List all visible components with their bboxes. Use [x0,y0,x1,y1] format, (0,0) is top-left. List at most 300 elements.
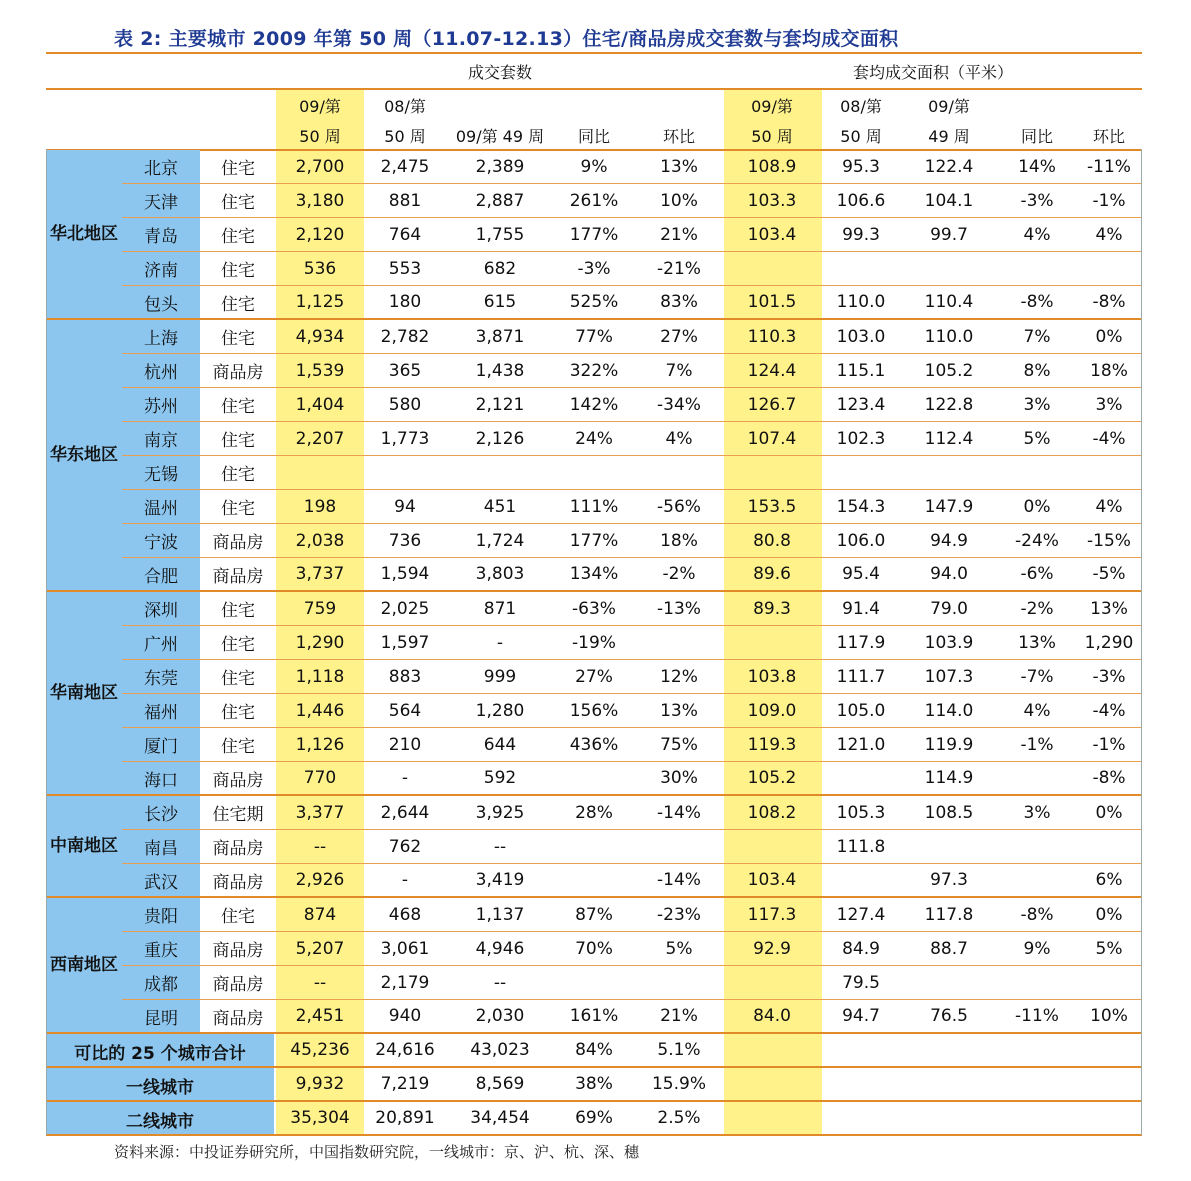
table-cell: 111.7 [836,666,886,687]
table-cell: 1,755 [475,224,525,245]
property-type: 住宅 [221,329,255,349]
table-cell: 117.9 [836,632,886,653]
table-cell: 122.8 [924,394,974,415]
table-cell [723,252,821,285]
property-type: 住宅 [221,635,255,655]
total-label: 可比的 25 个城市合计 [74,1043,246,1064]
table-cell: 117.3 [747,904,797,925]
table-cell: 8% [1023,360,1051,381]
city-name: 东莞 [122,660,200,694]
property-type: 商品房 [212,975,264,995]
table-cell: 1,118 [295,666,345,687]
table-cell: 13% [660,156,698,177]
table-cell: 106.0 [836,530,886,551]
table-cell: 108.5 [924,802,974,823]
table-row [200,184,1142,218]
table-cell [995,864,1079,896]
table-cell: 759 [303,598,337,619]
city-name: 重庆 [122,932,200,966]
region-name-line2: 地区 [84,955,118,975]
table-cell: 881 [388,190,422,211]
table-cell: 107.4 [747,428,797,449]
table-cell: 21% [660,224,698,245]
table-cell: -3% [577,258,611,279]
table-cell: 92.9 [753,938,791,959]
table-row [200,354,1142,388]
table-row [200,796,1142,830]
property-type: 商品房 [212,533,264,553]
table-cell: 883 [388,666,422,687]
table-row [200,218,1142,252]
table-cell: 103.8 [747,666,797,687]
property-type: 住宅 [221,601,255,621]
table-cell: 83% [660,292,698,312]
header-rule [46,88,1142,90]
table-cell: 114.9 [924,768,974,788]
table-cell: 999 [483,666,517,687]
table-cell: 940 [388,1006,422,1026]
table-cell: 102.3 [836,428,886,449]
table-cell: 3,419 [475,870,525,890]
total-cell: 7,219 [380,1074,430,1094]
property-type: 住宅 [221,159,255,179]
table-cell: 0% [1023,496,1051,517]
table-cell: 3% [1023,802,1051,823]
total-row [274,1068,1142,1102]
table-cell: -- [313,972,327,993]
table-cell: 88.7 [930,938,968,959]
table-cell: 2,644 [380,802,430,823]
region-label [46,796,122,898]
table-cell: -5% [1092,564,1126,584]
city-name: 杭州 [122,354,200,388]
table-cell: 2,120 [295,224,345,245]
table-cell: 4,934 [295,326,345,347]
table-cell: 2,451 [295,1006,345,1026]
table-cell: 3,871 [475,326,525,347]
table-cell: -56% [657,496,701,517]
table-cell: 94.0 [930,564,968,584]
table-cell: 322% [569,360,619,381]
table-cell: 4% [1095,224,1123,245]
table-cell: -8% [1092,768,1126,788]
table-row [200,932,1142,966]
table-cell: 77% [575,326,613,347]
table-cell: 1,404 [295,394,345,415]
table-cell: -8% [1020,904,1054,925]
table-cell: 110.0 [836,292,886,312]
property-type: 住宅 [221,669,255,689]
table-cell: -24% [1015,530,1059,551]
table-cell: 4% [1023,224,1051,245]
table-cell: 97.3 [930,870,968,890]
table-cell: 3,061 [380,938,430,959]
table-cell: 3,925 [475,802,525,823]
table-cell: 79.5 [842,972,880,993]
table-cell: 115.1 [836,360,886,381]
table-cell: 874 [303,904,337,925]
column-header-line2: 环比 [1092,127,1125,146]
table-row [200,422,1142,456]
right-border [1141,149,1142,1135]
table-cell [820,456,902,489]
header-group-avg-area: 套均成交面积（平米） [852,63,1013,82]
table-cell: 70% [575,938,613,959]
table-cell: 84.0 [753,1006,791,1026]
table-cell: 122.4 [924,156,974,177]
table-cell: 2,179 [380,972,430,993]
table-cell: -1% [1092,190,1126,211]
table-cell [723,830,821,863]
region-label [46,320,122,592]
table-cell: 114.0 [924,700,974,721]
table-cell: 1,773 [380,428,430,449]
table-cell: 682 [483,258,517,279]
table-cell: 105.2 [924,360,974,381]
total-cell: 45,236 [290,1040,350,1060]
table-cell: 76.5 [930,1006,968,1026]
table-cell: -21% [657,258,701,279]
total-cell: 34,454 [470,1108,530,1128]
table-cell: 1,438 [475,360,525,381]
table-cell: 153.5 [747,496,797,517]
table-cell [820,864,902,896]
region-name-line1: 华南 [50,683,84,703]
table-cell: 2,207 [295,428,345,449]
column-header-line2: 49 周 [928,127,970,146]
city-name: 包头 [122,286,200,320]
region-label [46,592,122,796]
table-cell: 525% [569,292,619,312]
column-header-line1: 08/第 [840,97,882,116]
table-cell: 1,597 [380,632,430,653]
table-cell: 736 [388,530,422,551]
property-type: 住宅 [221,465,255,485]
table-cell: 18% [1090,360,1128,381]
table-cell: 105.3 [836,802,886,823]
table-row [200,252,1142,286]
table-cell: 4% [665,428,693,449]
table-cell: 147.9 [924,496,974,517]
table-cell: 871 [483,598,517,619]
region-name-line2: 地区 [84,836,118,856]
table-cell: 2,475 [380,156,430,177]
city-name: 长沙 [122,796,200,830]
property-type: 住宅 [221,703,255,723]
total-cell: 9,932 [295,1074,345,1094]
city-name: 海口 [122,762,200,796]
table-row [200,456,1142,490]
property-type: 住宅 [221,227,255,247]
table-cell [1077,456,1141,489]
table-row [200,864,1142,898]
column-header-line2: 50 周 [384,127,426,146]
table-cell: 2,782 [380,326,430,347]
property-type: 住宅 [221,397,255,417]
table-cell [553,864,635,896]
table-row [200,660,1142,694]
table-cell: 762 [388,836,422,857]
table-title: 表 2: 主要城市 2009 年第 50 周（11.07-12.13）住宅/商品房成交套数与套均成交面积 [114,28,899,50]
table-cell: -8% [1020,292,1054,312]
table-cell: 210 [388,734,422,755]
table-cell [1077,830,1141,863]
table-cell [903,830,995,863]
top-rule [46,52,1142,54]
table-cell [446,456,554,489]
property-type: 商品房 [212,941,264,961]
city-name: 无锡 [122,456,200,490]
city-name: 武汉 [122,864,200,898]
table-cell: 7% [665,360,693,381]
city-name: 厦门 [122,728,200,762]
table-row [200,762,1142,796]
table-cell: 103.3 [747,190,797,211]
table-cell: 110.0 [924,326,974,347]
region-name-line1: 华北 [50,224,84,244]
table-cell: 103.0 [836,326,886,347]
table-cell: 3% [1095,394,1123,415]
table-cell [723,966,821,999]
table-cell: -2% [1020,598,1054,619]
left-border [46,149,47,1135]
table-cell: 1,539 [295,360,345,381]
table-cell [1077,252,1141,285]
table-cell: - [496,632,504,653]
table-cell: 7% [1023,326,1051,347]
table-cell [723,626,821,659]
table-cell: 124.4 [747,360,797,381]
header-group-transactions: 成交套数 [467,63,532,82]
table-cell: 111% [569,496,619,517]
table-cell: 4% [1095,496,1123,517]
table-cell: 9% [580,156,608,177]
total-cell: 5.1% [657,1040,701,1060]
table-cell [553,966,635,999]
column-header-line2: 09/第 49 周 [455,127,545,146]
table-cell: -63% [572,598,616,619]
table-cell: 30% [660,768,698,788]
table-row [200,286,1142,320]
table-cell: 94.9 [930,530,968,551]
table-cell: 126.7 [747,394,797,415]
table-row [200,490,1142,524]
table-cell [995,456,1079,489]
table-cell [1077,966,1141,999]
table-cell: 109.0 [747,700,797,721]
region-name-line2: 地区 [84,683,118,703]
table-row [200,728,1142,762]
table-row [200,626,1142,660]
total-cell: 38% [575,1074,613,1094]
column-header-line1: 09/第 [299,97,341,116]
table-cell: 112.4 [924,428,974,449]
table-cell: - [401,768,409,788]
table-cell: 104.1 [924,190,974,211]
table-cell: 154.3 [836,496,886,517]
table-cell: 436% [569,734,619,755]
total-cell: 15.9% [651,1074,706,1094]
table-cell: 3% [1023,394,1051,415]
table-cell: 2,038 [295,530,345,551]
column-header-line2: 环比 [662,127,695,146]
table-cell: 4,946 [475,938,525,959]
table-cell: -23% [657,904,701,925]
table-cell: 106.6 [836,190,886,211]
table-cell: 615 [483,292,517,312]
city-name: 青岛 [122,218,200,252]
table-cell: 2,926 [295,870,345,890]
table-cell: 536 [303,258,337,279]
total-cell: 20,891 [375,1108,435,1128]
city-name: 北京 [122,150,200,184]
total-label: 二线城市 [126,1111,194,1132]
table-cell: 84.9 [842,938,880,959]
property-type: 住宅 [221,261,255,281]
property-type: 商品房 [212,1008,264,1029]
table-cell: -3% [1092,666,1126,687]
table-cell: 119.9 [924,734,974,755]
table-cell: -11% [1015,1006,1059,1026]
table-cell: 95.4 [842,564,880,584]
table-cell: 21% [660,1006,698,1026]
table-cell [903,252,995,285]
table-cell: 10% [1090,1006,1128,1026]
table-cell: 2,887 [475,190,525,211]
table-cell: 3,377 [295,802,345,823]
table-cell: 156% [569,700,619,721]
table-cell: 1,125 [295,292,345,312]
table-cell: 468 [388,904,422,925]
table-cell [364,456,446,489]
table-cell: 9% [1023,938,1051,959]
column-header-line1: 08/第 [384,97,426,116]
column-header-line1: 09/第 [751,97,793,116]
table-cell: 198 [303,496,337,517]
total-cell: 2.5% [657,1108,701,1128]
city-name: 昆明 [122,1000,200,1034]
table-cell [820,252,902,285]
table-cell: 770 [303,768,337,788]
table-cell: 27% [575,666,613,687]
table-cell: 75% [660,734,698,755]
table-cell: 6% [1095,870,1123,890]
table-cell [553,456,635,489]
property-type: 住宅 [221,499,255,519]
table-cell: -- [493,972,507,993]
table-cell: 87% [575,904,613,925]
table-cell: 24% [575,428,613,449]
property-type: 商品房 [212,566,264,587]
table-cell: 2,121 [475,394,525,415]
table-cell: 101.5 [747,292,797,312]
total-cell: 35,304 [290,1108,350,1128]
total-row [274,1034,1142,1068]
table-cell: 0% [1095,326,1123,347]
table-row [200,694,1142,728]
property-type: 商品房 [212,363,264,383]
table-cell: 108.2 [747,802,797,823]
table-cell: -11% [1087,156,1131,177]
table-cell [995,966,1079,999]
table-cell [635,456,723,489]
property-type: 住宅 [221,907,255,927]
table-cell: 10% [660,190,698,211]
city-name: 宁波 [122,524,200,558]
table-cell: -4% [1092,700,1126,721]
table-cell: -1% [1020,734,1054,755]
table-cell: -34% [657,394,701,415]
property-type: 住宅 [221,193,255,213]
property-type: 商品房 [212,839,264,859]
table-cell: 564 [388,700,422,721]
table-cell: 27% [660,326,698,347]
column-header-line2: 50 周 [751,127,793,146]
city-name: 合肥 [122,558,200,592]
table-cell [903,966,995,999]
table-cell: 28% [575,802,613,823]
table-cell: 451 [483,496,517,517]
table-cell: 644 [483,734,517,755]
table-cell: 134% [569,564,619,584]
table-cell: 95.3 [842,156,880,177]
table-cell: 13% [660,700,698,721]
table-cell [635,830,723,863]
table-cell: -14% [657,870,701,890]
table-cell: 1,446 [295,700,345,721]
table-row [200,320,1142,354]
table-cell: 0% [1095,802,1123,823]
region-name-line1: 华东 [50,445,84,465]
table-cell: 3,737 [295,564,345,584]
column-header-line2: 同比 [1020,127,1053,146]
table-cell [276,456,364,489]
table-cell: -1% [1092,734,1126,755]
city-name: 深圳 [122,592,200,626]
table-cell: 4% [1023,700,1051,721]
table-cell: 121.0 [836,734,886,755]
table-cell: 177% [569,530,619,551]
table-cell: 103.4 [747,870,797,890]
table-cell: 119.3 [747,734,797,755]
table-cell: -4% [1092,428,1126,449]
table-cell: 2,030 [475,1006,525,1026]
table-cell: - [401,870,409,890]
table-cell: 5% [1095,938,1123,959]
city-name: 广州 [122,626,200,660]
table-row [200,592,1142,626]
table-cell: -19% [572,632,616,653]
table-cell: 110.4 [924,292,974,312]
table-row [200,150,1142,184]
table-cell: 3,180 [295,190,345,211]
column-header-line2: 50 周 [840,127,882,146]
table-cell: 127.4 [836,904,886,925]
table-cell: 1,290 [1084,632,1134,653]
table-cell: 142% [569,394,619,415]
table-cell: -13% [657,598,701,619]
table-cell: 94.7 [842,1006,880,1026]
city-name: 天津 [122,184,200,218]
table-cell [820,762,902,794]
table-cell: 2,700 [295,156,345,177]
table-cell [995,762,1079,794]
table-row [200,898,1142,932]
table-cell: 161% [569,1006,619,1026]
city-name: 南京 [122,422,200,456]
city-name: 温州 [122,490,200,524]
table-cell: 123.4 [836,394,886,415]
